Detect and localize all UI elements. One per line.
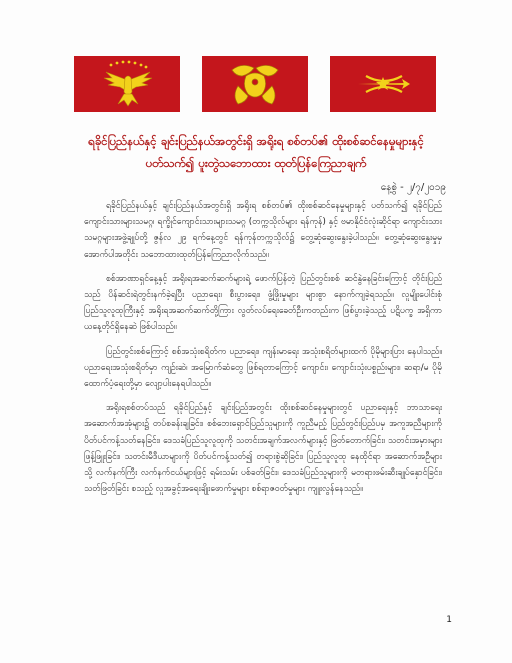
- statement-body: [84, 198, 442, 505]
- flags-row: [74, 56, 438, 112]
- page-number: 1: [446, 615, 452, 625]
- paragraph-3: ပြည်တွင်းစစ်ကြောင့် စစ်အသုံးစရိတ်က ပညာရေး၊ ကျန်းမာရေး အသုံးစရိတ်များထက် ပိုမိုများပြား နေပါသည်။ ပညာရေးအသုံးစရိတ်မှာ ကျဉ်းဆဲ၊ အမြောက်ဆံတွေ ဖြစ်ရတာကြောင့် ကျောင်း၊ ကျောင်းသုံးပစ္စည်းများ၊ ဆရာ/မ ပိုမိုထောက်ပံ့ရေးတို့မှာ လျော့ပါးနေရပါသည်။: [84, 346, 442, 390]
- statement-date: နေ့စွဲ - ၂/၇/၂၀၁၉: [380, 182, 446, 193]
- arrow-star-icon: [330, 56, 436, 112]
- eagle-icon: [74, 56, 180, 112]
- title-line-1: ရခိုင်ပြည်နယ်နှင့် ချင်းပြည်နယ်အတွင်းရှိ အရိုးရ စစ်တပ်၏ ထိုးစစ်ဆင်နေမှုများနှင့်: [88, 134, 424, 148]
- flag-arrow: [330, 56, 436, 112]
- mythical-bird-icon: [202, 56, 308, 112]
- flag-mythical-bird: [202, 56, 308, 112]
- statement-title: [40, 130, 472, 174]
- paragraph-2: စစ်အာဏာရှင်နေ့နှင့် အရိုးရအဆက်ဆက်များရဲ့ ဖောက်ပြန်တဲ့ ပြည်တွင်းစစ် ဆင်နွဲနေခြင်းကြောင့် တိုင်းပြည်သည် ပိန်ဆင်းရဲတွင်းနက်ခဲ့ရပြီး ပညာရေး၊ စီးပွားရေး၊ ဖွံ့ဖြိုးမှုများ များစွာ နောက်ကျခဲ့ရသည်။ လူမျိုးပေါင်းစုံ ပြည်သူလူထုကြီးနှင့် အရိုးရအဆက်ဆက်တို့ကြား လွတ်လပ်ရေးခေတ်ဦးကတည်းက ဖြစ်ပွားခဲ့သည့် ပဋိပက္ခ အရှိကာ ယနေ့တိုင်ရှိနေဆဲ ဖြစ်ပါသည်။: [84, 273, 442, 333]
- paragraph-4: အရိုးရစစ်တပ်သည် ရခိုင်ပြည်နှင့် ချင်းပြည်အတွင်း ထိုးစစ်ဆင်နေမှုများတွင် ပညာရေးနှင့် ဘာသာရေး အဆောက်အအုံများ၌ တပ်စခန်းချခြင်း၊ စစ်ဘေးရှောင်ပြည်သူများကို ကူညီမည့် ပြည်တွင်းပြည်ပမှ အကူအညီများကို ပိတ်ပင်ကန့်သတ်နေခြင်း၊ ဒေသခံပြည်သူလူထုကို သတင်းအချက်အလက်များနှင့် ဖြတ်တောက်ခြင်း၊ သတင်းအမှားများ ဖြန့်ဖြူးခြင်း၊ သတင်းမီဒီယာများကို ပိတ်ပင်ကန့်သတ်၍ တရားစွဲဆိုခြင်း၊ ပြည်သူလူထု နေထိုင်ရာ အဆောက်အဦများသို့ လက်နက်ကြီး လက်နက်ငယ်များဖြင့် ရမ်းသမ်း ပစ်ခတ်ခြင်း၊ ဒေသခံပြည်သူများကို မတရားဖမ်းဆီးချုပ်နှောင်ခြင်း၊ သတ်ဖြတ်ခြင်း စသည့် လူအခွင့်အရေးချိုးဖောက်မှုများ စစ်ရာဇဝတ်မှုများ ကျူးလွန်နေသည်။: [84, 403, 442, 495]
- flag-eagle: [74, 56, 180, 112]
- paragraph-1: ရခိုင်ပြည်နယ်နှင့် ချင်းပြည်နယ်အတွင်းရှိ အရိုးရ စစ်တပ်၏ ထိုးစစ်ဆင်နေမှုများနှင့် ပတ်သက်၍ ရခိုင်ပြည်ကျောင်းသားများသမဂ္ဂ၊ ရက္ခိုင်ကျောင်းသားများသမဂ္ဂ (တက္ကသိုလ်များ ရန်ကုန်) နှင့် ဗမာနိုင်ငံလုံးဆိုင်ရာ ကျောင်းသားသမဂ္ဂများအဖွဲ့ချုပ်တို့ ဇွန်လ ၂၉ ရက်နေ့တွင် ရန်ကုန်တက္ကသိုလ်၌ တွေ့ဆုံဆွေးနွေးခဲ့ပါသည်။ တွေ့ဆုံဆွေးနွေးမှုမှ အောက်ပါအတိုင်း သဘောထားထုတ်ပြန်ကြေညာလိုက်သည်။: [84, 201, 442, 260]
- title-line-2: ပတ်သက်၍ ပူးတွဲသဘောထား ထုတ်ပြန်ကြေညာချက်: [145, 156, 367, 170]
